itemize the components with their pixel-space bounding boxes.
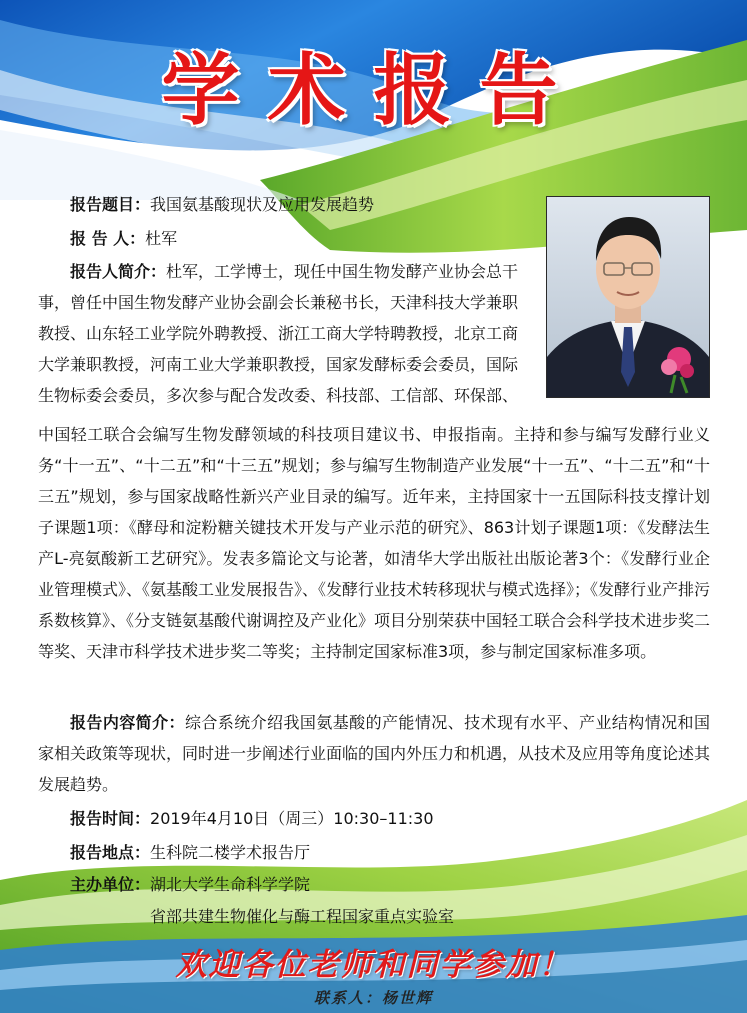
summary-paragraph — [38, 707, 710, 800]
host-value: 湖北大学生命科学学院 — [150, 875, 311, 894]
speaker-row — [70, 228, 177, 250]
bio-block-top — [38, 256, 548, 411]
welcome-text: 欢迎各位老师和同学参加！ — [175, 947, 572, 983]
topic-value: 我国氨基酸现状及应用发展趋势 — [150, 195, 375, 214]
place-row — [70, 842, 310, 864]
bio-line-5: 生物标委会委员，多次参与配合发改委、科技部、工信部、环保部、 — [38, 386, 519, 405]
cohost-row — [150, 906, 454, 928]
summary-value: 综合系统介绍我国氨基酸的产能情况、技术现有水平、产业结构情况和国家相关政策等现状，同时进一步阐述行业面临的国内外压力和机遇，从技术及应用等角度论述其发展趋势。 — [38, 713, 711, 794]
bio-line-2: 事，曾任中国生物发酵产业协会副会长兼秘书长，天津科技大学兼职 — [38, 293, 519, 312]
poster-title: 学术报告 — [161, 45, 586, 136]
place-value: 生科院二楼学术报告厅 — [150, 843, 311, 862]
bio-label: 报告人简介： — [70, 262, 167, 281]
time-label: 报告时间： — [70, 809, 151, 828]
bio-line-1: 报告人简介：杜军，工学博士，现任中国生物发酵产业协会总干 — [70, 262, 519, 281]
bio-block-rest — [38, 419, 710, 667]
summary-block — [38, 707, 710, 800]
host-row — [70, 874, 310, 896]
bio-rest: 中国轻工联合会编写生物发酵领域的科技项目建议书、申报指南。主持和参与编写发酵行业义务“十一五”、“十二五”和“十三五”规划；参与编写生物制造产业发展“十一五”、“十二五”和“十三五”规划，参与国家战略性新兴产业目录的编写。近年来，主持国家十一五国际科技支撑计划子课题1项：《酵母和淀粉糖关键技术开发与产业示范的研究》、863计划子课题1项：《发酵法生产L-亮氨酸新工艺研究》。发表多篇论文与论著，如清华大学出版社出版论著3个：《发酵行业企业管理模式》、《氨基酸工业发展报告》、《发酵行业技术转移现状与模式选择》；《发酵行业产排污系数核算》、《分支链氨基酸代谢调控及产业化》项目分别荣获中国轻工联合会科学技术进步奖二等奖、天津市科学技术进步奖二等奖；主持制定国家标准3项，参与制定国家标准多项。 — [38, 425, 711, 661]
time-value: 2019年4月10日（周三）10:30–11:30 — [150, 809, 434, 828]
bio-line-4: 大学兼职教授，河南工业大学兼职教授，国家发酵标委会委员，国际 — [38, 355, 519, 374]
speaker-label: 报 告 人： — [70, 229, 146, 248]
topic-row — [70, 194, 374, 216]
cohost-value: 省部共建生物催化与酶工程国家重点实验室 — [150, 907, 455, 926]
host-label: 主办单位： — [70, 875, 151, 894]
topic-label: 报告题目： — [70, 195, 151, 214]
place-label: 报告地点： — [70, 843, 151, 862]
contact-text: 联系人：杨世辉 — [313, 989, 433, 1007]
time-row — [70, 808, 434, 830]
speaker-photo — [546, 196, 710, 398]
speaker-value: 杜军 — [145, 229, 178, 248]
bio-line-3: 教授、山东轻工业学院外聘教授、浙江工商大学特聘教授，北京工商 — [38, 324, 519, 343]
summary-label: 报告内容简介： — [70, 713, 185, 732]
